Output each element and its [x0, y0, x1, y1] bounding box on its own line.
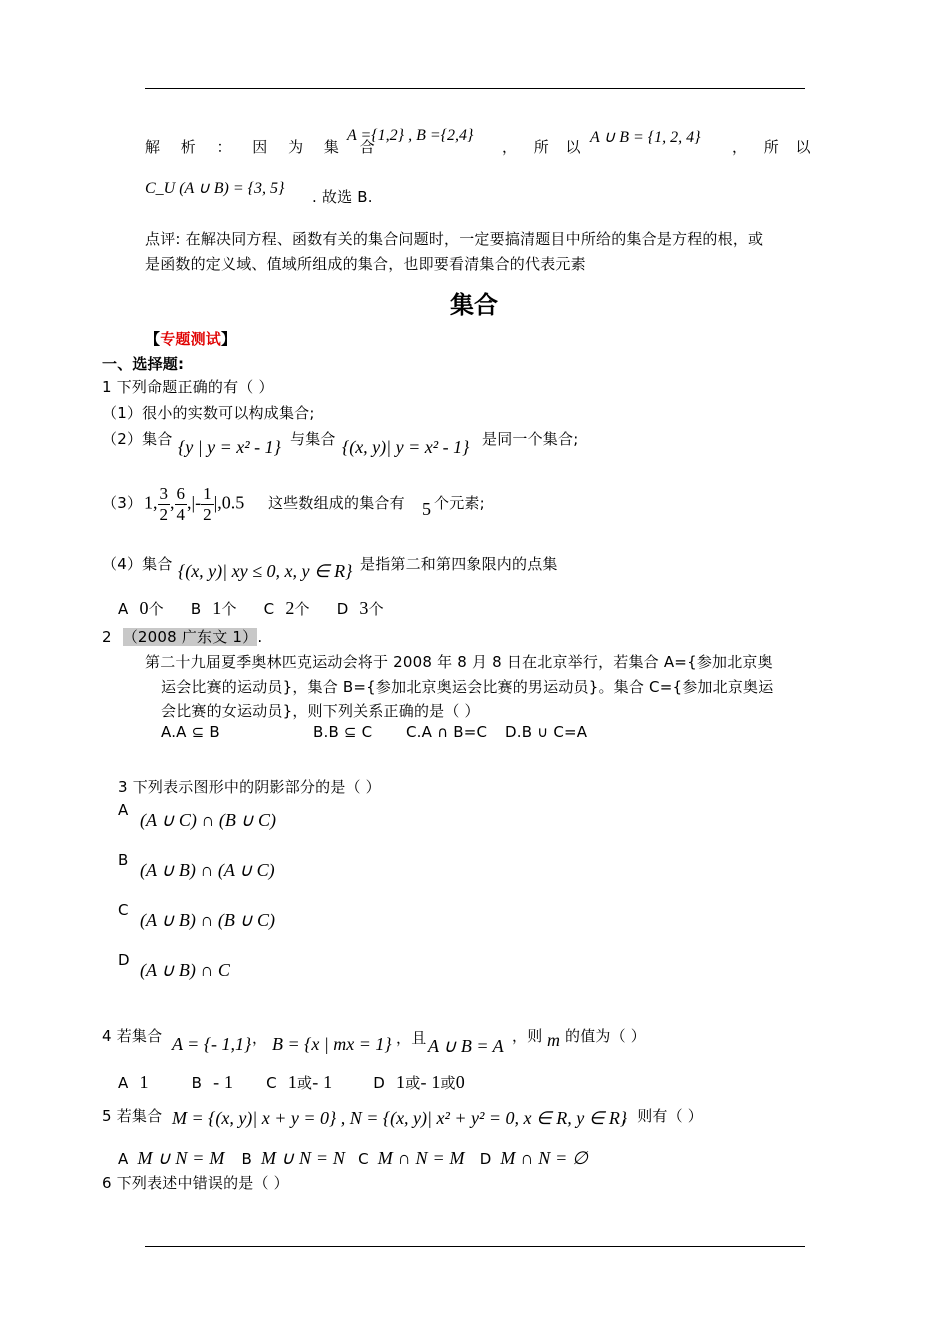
q4-option-c-value2: - 1 — [312, 1072, 333, 1092]
q4-option-a-label: A — [118, 1074, 129, 1092]
q5-option-d-expr: M ∩ N = ∅ — [500, 1148, 589, 1168]
q4-option-d-label: D — [373, 1074, 386, 1092]
q4-condition: A ∪ B = A — [428, 1036, 504, 1056]
q4-option-d-or2: 或 — [440, 1074, 456, 1092]
q1-statement-3-prefix: （3） — [102, 494, 143, 512]
q4-option-c-value1: 1 — [287, 1072, 298, 1092]
q4-post: 的值为（ ） — [565, 1027, 646, 1045]
q4-option-b-value: - 1 — [213, 1072, 234, 1092]
q3-option-c-expr: (A ∪ B) ∩ (B ∪ C) — [140, 910, 275, 930]
frac-1-2: $\frac{1}{2}$ — [203, 484, 212, 524]
q5-options — [118, 1148, 588, 1169]
q1-option-b-value: 1 — [212, 598, 222, 618]
q3-option-b-label: B — [118, 851, 129, 869]
q1-statement-3-numbers: 1, $\frac{3}{2}$ , $\frac{6}{4}$ ,|- $\frac{1}{2}$ |,0.5 — [144, 484, 245, 524]
comment-line-1: 点评: 在解决同方程、函数有关的集合问题时，一定要搞清题目中所给的集合是方程的根，或 — [145, 230, 764, 248]
abs-bar: | — [213, 492, 218, 513]
q4-set-a: A = {- 1,1} — [172, 1034, 252, 1054]
q4-option-c-or: 或 — [297, 1074, 313, 1092]
analysis-end: . 故选 B. — [312, 188, 373, 206]
q5-option-b-expr: M ∪ N = N — [261, 1148, 346, 1168]
q4-option-d-value2: - 1 — [420, 1072, 441, 1092]
q1-stem: 1 下列命题正确的有（ ） — [102, 378, 274, 396]
q1-statement-3-post: 这些数组成的集合有 — [268, 494, 405, 512]
q2-option-d: D.B ∪ C=A — [505, 723, 588, 741]
q4-option-c-label: C — [266, 1074, 277, 1092]
q1-statement-3-count: 5 — [422, 499, 431, 519]
q1-options — [118, 598, 384, 619]
q2-line-2: 运会比赛的运动员}，集合 B={参加北京奥运会比赛的男运动员}。集合 C={参加北京奥运 — [161, 678, 774, 696]
topic-label: 专题测试 — [160, 330, 222, 348]
q2-line-3: 会比赛的女运动员}，则下列关系正确的是（ ） — [161, 702, 480, 720]
q1-option-d-unit: 个 — [368, 600, 384, 618]
analysis-mid2: ， 所 以 — [732, 138, 817, 156]
q4-option-b-label: B — [191, 1074, 203, 1092]
q1-statement-2-set2: {(x, y)| y = x² - 1} — [342, 437, 470, 457]
q5-option-c-expr: M ∩ N = M — [377, 1148, 465, 1168]
q5-post: ，则有（ ） — [622, 1107, 703, 1125]
frac-6-4: $\frac{6}{4}$ — [176, 484, 185, 524]
num-one: 1, — [144, 492, 158, 513]
q3-option-a-expr: (A ∪ C) ∩ (B ∪ C) — [140, 810, 277, 830]
header-rule — [145, 88, 805, 89]
analysis-math-sets: A ={1,2} , B ={2,4} — [347, 127, 474, 144]
page-title: 集合 — [450, 291, 498, 319]
q4-option-d-value3: 0 — [455, 1072, 465, 1092]
topic-bracket-open: 【 — [145, 330, 161, 348]
q2-line-1: 第二十九届夏季奥林匹克运动会将于 2008 年 8 月 8 日在北京举行，若集合 A={参加北京奥 — [145, 653, 773, 671]
q1-statement-2-mid: 与集合 — [290, 430, 336, 448]
q1-statement-3-end: 个元素; — [434, 494, 485, 512]
q4-option-d-value1: 1 — [396, 1072, 406, 1092]
q3-option-d-expr: (A ∪ B) ∩ C — [140, 960, 230, 980]
topic-bracket-close: 】 — [221, 330, 237, 348]
frac-3-2: $\frac{3}{2}$ — [159, 484, 168, 524]
q1-option-b-unit: 个 — [221, 600, 237, 618]
q5-option-b-label: B — [241, 1150, 253, 1168]
q4-prefix: 4 若集合 — [102, 1027, 163, 1045]
q2-number: 2 — [102, 628, 112, 646]
q4-option-a-value: 1 — [139, 1072, 149, 1092]
q1-option-c-label: C — [263, 600, 275, 618]
analysis-label: 解 析 ： 因 为 集 合 — [145, 138, 383, 156]
q1-option-d-value: 3 — [359, 598, 369, 618]
abs-bar: | — [191, 492, 196, 513]
q1-statement-1: （1）很小的实数可以构成集合; — [102, 404, 315, 422]
q2-dot: . — [257, 628, 263, 646]
q5-option-d-label: D — [479, 1150, 492, 1168]
q1-option-a-label: A — [118, 600, 129, 618]
footer-rule — [145, 1246, 805, 1247]
q4-set-b: B = {x | mx = 1} — [272, 1034, 392, 1054]
comment-line-2: 是函数的定义域、值域所组成的集合，也即要看清集合的代表元素 — [145, 255, 586, 273]
q1-statement-4-set: {(x, y)| xy ≤ 0, x, y ∈ R} — [178, 561, 353, 581]
q1-option-c-unit: 个 — [294, 600, 310, 618]
q4-options — [118, 1072, 465, 1093]
topic-heading — [145, 328, 236, 349]
q3-stem: 3 下列表示图形中的阴影部分的是（ ） — [118, 778, 381, 796]
q4-option-d-or1: 或 — [405, 1074, 421, 1092]
q1-option-b-label: B — [190, 600, 202, 618]
q1-statement-4-prefix: （4）集合 — [102, 555, 173, 573]
q2-option-c: C.A ∩ B=C — [406, 723, 488, 741]
q2-option-b: B.B ⊆ C — [313, 723, 373, 741]
q3-option-b-expr: (A ∪ B) ∩ (A ∪ C) — [140, 860, 275, 880]
analysis-mid1: ， 所 以 — [502, 138, 587, 156]
q5-option-c-label: C — [358, 1150, 369, 1168]
q1-statement-4-post: 是指第二和第四象限内的点集 — [360, 555, 558, 573]
q4-and: ，且 — [396, 1029, 427, 1047]
q1-option-c-value: 2 — [285, 598, 295, 618]
q5-prefix: 5 若集合 — [102, 1107, 163, 1125]
q2-option-a: A.A ⊆ B — [161, 723, 220, 741]
q4-comma: ， — [252, 1029, 268, 1047]
q1-option-d-label: D — [336, 600, 349, 618]
q1-statement-2-prefix: （2）集合 — [102, 430, 173, 448]
q4-variable-m: m — [547, 1030, 560, 1050]
analysis-math-complement: C_U (A ∪ B) = {3, 5} — [145, 180, 285, 197]
q1-option-a-unit: 个 — [148, 600, 164, 618]
q5-option-a-label: A — [118, 1150, 129, 1168]
q1-statement-2-set1: {y | y = x² - 1} — [178, 437, 281, 457]
q3-option-d-label: D — [118, 951, 130, 969]
q1-option-a-value: 0 — [139, 598, 149, 618]
q2-header — [102, 626, 262, 647]
q5-option-a-expr: M ∪ N = M — [137, 1148, 225, 1168]
q4-then: ，则 — [512, 1027, 543, 1045]
q5-sets: M = {(x, y)| x + y = 0} , N = {(x, y)| x² + y² = 0, x ∈ R, y ∈ R} — [172, 1108, 628, 1128]
analysis-math-union: A ∪ B = {1, 2, 4} — [590, 129, 701, 146]
q3-option-c-label: C — [118, 901, 129, 919]
q3-option-a-label: A — [118, 801, 129, 819]
q2-source: （2008 广东文 1） — [122, 628, 258, 646]
q1-statement-2-post: 是同一个集合; — [482, 430, 579, 448]
section-heading: 一、选择题: — [102, 355, 185, 373]
q6-stem: 6 下列表述中错误的是（ ） — [102, 1174, 289, 1192]
